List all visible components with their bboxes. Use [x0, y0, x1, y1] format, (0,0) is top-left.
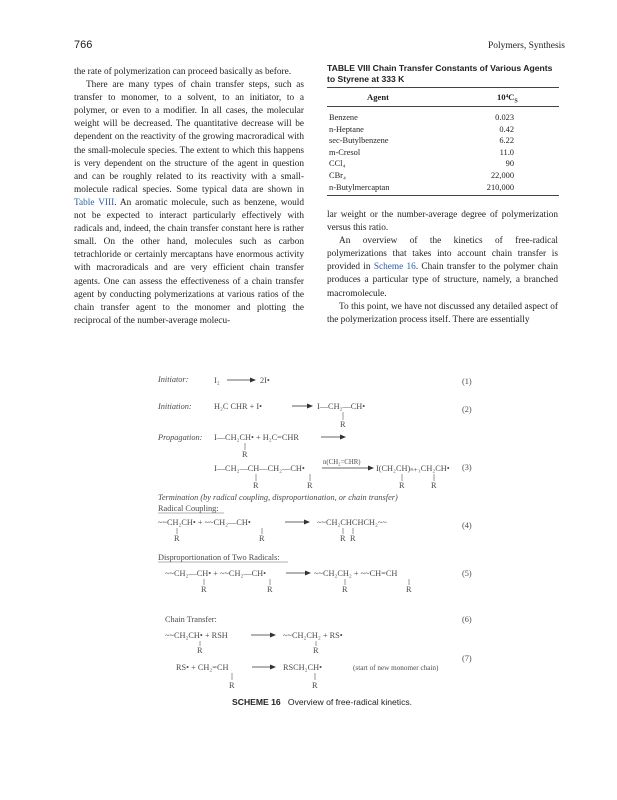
- table-viii-link[interactable]: Table VIII: [74, 197, 115, 208]
- reaction-arrowhead: [368, 466, 374, 471]
- eq7-note: (start of new monomer chain): [353, 664, 439, 672]
- substituent-r: R: [340, 534, 346, 543]
- substituent-r: R: [406, 585, 412, 594]
- label-chain-transfer: Chain Transfer:: [165, 615, 217, 624]
- reaction-arrowhead: [307, 404, 313, 409]
- paragraph: To this point, we have not discussed any detailed aspect of the polymerization process itself. There are essentially: [327, 301, 558, 325]
- table-cell-agent: Benzene: [329, 113, 358, 122]
- eq5-right: ~~CH₂CH₂ + ~~CH=CH: [314, 569, 398, 578]
- paragraph: There are many types of chain transfer steps, such as transfer to monomer, to a solvent, to an initiator, to a polymer, or even to a modifier. In all cases, the molecular weight will be decreased. The quantitative decrease will be dependent on the reactivity of the growing macroradical with the small-molecule species. The extent to which this happens is very dependent on the structure of the agent in question and can be roughly related to its reactivity with a small-molecule radical species. Some typical data are shown in Table VIII. An aromatic molecule, such as benzene, would not be expected to interact particularly effectively with radicals and, indeed, the chain transfer constant here is rather small. On the other hand, molecules such as carbon tetrachloride or certainly mercaptans have enormous activity with macroradicals and are very efficient chain transfer agents. One can assess the effectiveness of a chain transfer agent by conducting polymerizations at various ratios of the chain transfer agent to the monomer and plotting the reciprocal of the number-average molecu-: [74, 80, 305, 326]
- reaction-arrowhead: [340, 435, 346, 440]
- label-disproportionation: Disproportionation of Two Radicals:: [158, 553, 280, 562]
- eq4-left: ~~CH₂CH• + ~~CH₂—CH•: [158, 518, 251, 527]
- equation-number-7: (7): [462, 654, 472, 663]
- eq3b-over-arrow: n(CH₂=CHR): [323, 459, 361, 466]
- substituent-r: R: [350, 534, 356, 543]
- substituent-r: R: [259, 534, 265, 543]
- substituent-r: R: [342, 585, 348, 594]
- table-cell-value: 6.22: [499, 136, 514, 146]
- label-initiator: Initiator:: [158, 375, 189, 384]
- eq3b-right: I(CH₂CH)ₙ₊₁CH₂CH•: [376, 464, 450, 473]
- table-cell-value: 90: [505, 159, 514, 169]
- substituent-r: R: [313, 646, 319, 655]
- table-cell-value: 210,000: [486, 182, 514, 192]
- substituent-r: R: [201, 585, 207, 594]
- substituent-r: R: [197, 646, 203, 655]
- substituent-r: R: [307, 481, 313, 490]
- label-termination: Termination (by radical coupling, disproportionation, or chain transfer): [158, 493, 398, 502]
- table-header-value: $10^4C_S$: [497, 92, 518, 105]
- table-cell-agent: CCl₄: [329, 159, 346, 169]
- reaction-arrowhead: [304, 520, 310, 525]
- running-title: Polymers, Synthesis: [487, 41, 565, 51]
- scheme-caption: SCHEME 16 Overview of free-radical kinetics.: [232, 697, 413, 707]
- table-cell-value: 11.0: [499, 147, 514, 157]
- eq1-left: I₂: [214, 376, 220, 385]
- label-propagation: Propagation:: [158, 433, 203, 442]
- substituent-r: R: [431, 481, 437, 490]
- table-cell-agent: CBr₄: [329, 171, 346, 180]
- table-cell-agent: n-Butylmercaptan: [329, 182, 390, 192]
- table-caption: TABLE VIII Chain Transfer Constants of Various Agents to Styrene at 333 K: [327, 63, 553, 84]
- paragraph: the rate of polymerization can proceed basically as before.: [74, 67, 292, 77]
- reaction-arrowhead: [270, 633, 276, 638]
- eq1-right: 2I•: [260, 376, 270, 385]
- substituent-r: R: [312, 681, 318, 690]
- table-cell-agent: m-Cresol: [329, 147, 361, 157]
- paragraph: An overview of the kinetics of free-radical polymerizations that takes into account chain transfer is provided in Scheme 16. Chain transfer to the polymer chain produces a particular type of structure, namely, a branched macromolecule.: [327, 236, 558, 299]
- equation-number-5: (5): [462, 569, 472, 578]
- eq4-right: ~~CH₂CHCHCH₂~~: [317, 518, 387, 527]
- label-radical-coupling: Radical Coupling:: [158, 504, 219, 513]
- table-cell-value: 22,000: [490, 171, 514, 180]
- equation-number-4: (4): [462, 521, 472, 530]
- table-cell-value: 0.42: [499, 124, 514, 134]
- eq6-left: ~~CH₂CH• + RSH: [165, 631, 228, 640]
- substituent-r: R: [267, 585, 273, 594]
- table-cell-agent: sec-Butylbenzene: [329, 136, 389, 146]
- equation-number-3: (3): [462, 463, 472, 472]
- equation-number-6: (6): [462, 615, 472, 624]
- reaction-arrowhead: [305, 571, 311, 576]
- equation-number-1: (1): [462, 377, 472, 386]
- eq3a: I—CH₂CH• + H₂C=CHR: [214, 433, 299, 442]
- eq7-right: RSCH₂CH•: [283, 663, 322, 672]
- table-cell-value: 0.023: [495, 113, 514, 122]
- substituent-r: R: [399, 481, 405, 490]
- label-initiation: Initiation:: [158, 402, 192, 411]
- eq6-right: ~~CH₂CH₂ + RS•: [283, 631, 343, 640]
- page-number: 766: [74, 39, 93, 51]
- table-cell-agent: n-Heptane: [329, 124, 364, 134]
- substituent-r: R: [340, 420, 346, 429]
- reaction-arrowhead: [270, 665, 276, 670]
- paragraph: lar weight or the number-average degree of polymerization versus this ratio.: [327, 210, 558, 234]
- substituent-r: R: [242, 450, 248, 459]
- reaction-arrowhead: [250, 378, 256, 383]
- scheme-16-link[interactable]: Scheme 16: [373, 262, 416, 273]
- eq5-left: ~~CH₂—CH• + ~~CH₂—CH•: [165, 569, 267, 578]
- eq7-left: RS• + CH₂=CH: [176, 663, 229, 672]
- substituent-r: R: [174, 534, 180, 543]
- equation-number-2: (2): [462, 405, 472, 414]
- substituent-r: R: [229, 681, 235, 690]
- substituent-r: R: [253, 481, 259, 490]
- eq2-right: I—CH₂—CH•: [317, 402, 366, 411]
- table-header-agent: Agent: [367, 92, 389, 102]
- eq3b-left: I—CH₂—CH—CH₂—CH•: [214, 464, 305, 473]
- eq2-left: H₂C CHR + I•: [214, 402, 263, 411]
